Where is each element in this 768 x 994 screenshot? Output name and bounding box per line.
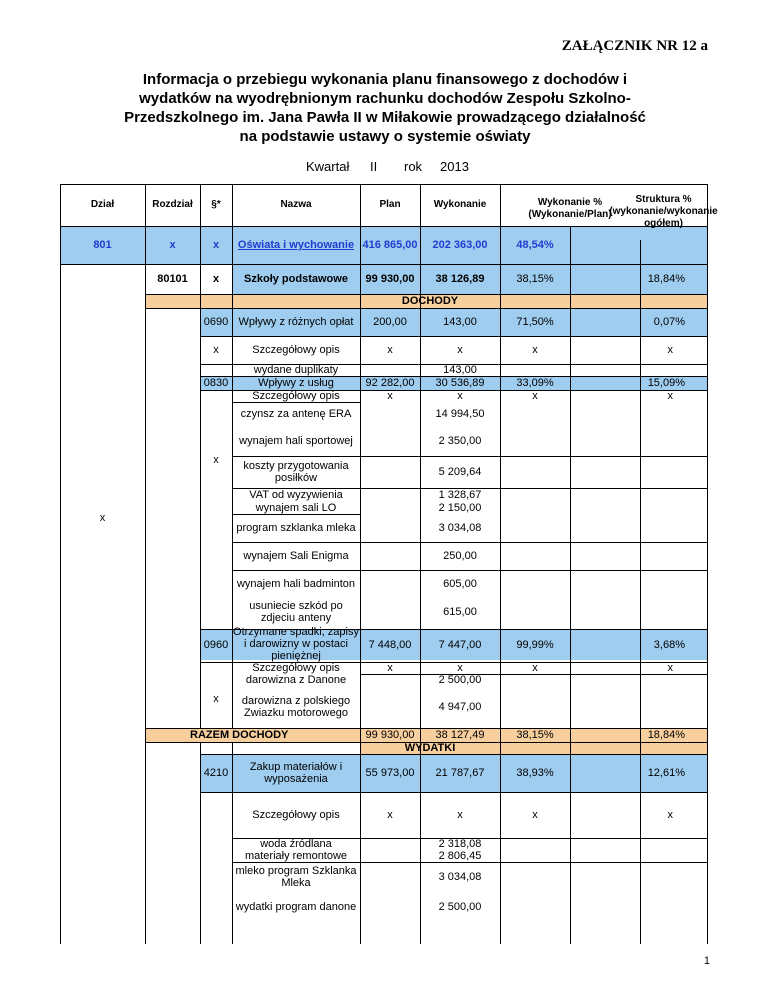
row-0690-struktura: 0,07%	[653, 316, 685, 328]
row-0830-item-wykonanie: 14 994,50	[435, 408, 485, 420]
row-0830-item-wykonanie: 2 150,00	[438, 502, 482, 514]
row-0830-item-wykonanie: 615,00	[443, 606, 477, 618]
grid-line	[200, 336, 707, 337]
row-4210-item-nazwa: woda źródlana	[260, 838, 332, 850]
row-4210-item-wykonanie: 3 034,08	[438, 871, 482, 883]
row-4210-item-nazwa: materiały remontowe	[244, 850, 348, 862]
row-0960-item-wykonanie: 2 500,00	[438, 674, 482, 686]
header-struktura: Struktura % (wykonanie/wykonanie ogółem)	[609, 194, 718, 229]
grid-line	[232, 514, 360, 515]
header-nazwa: Nazwa	[280, 199, 312, 210]
grid-line	[200, 364, 707, 365]
row-4210-paragraf: 4210	[203, 767, 229, 779]
grid-line	[200, 662, 707, 663]
row-0690-paragraf: 0690	[203, 316, 229, 328]
grid-line	[200, 754, 707, 755]
row-0830-opis-wykonanie: x	[457, 390, 463, 402]
row-0830-item-nazwa: program szklanka mleka	[236, 522, 356, 534]
row-0830-opis-struktura: x	[667, 390, 673, 402]
grid-line	[145, 184, 146, 944]
quarter-value: II	[370, 159, 378, 174]
year-label: rok	[404, 159, 423, 174]
row-4210-opis-wykonanie: x	[457, 809, 463, 821]
grid-line	[200, 184, 201, 728]
row-0690-opis: Szczegółowy opis	[252, 344, 340, 356]
row-0830-item-nazwa: usuniecie szkód po zdjeciu anteny	[249, 600, 343, 624]
row-4210-wykonanie: 21 787,67	[435, 767, 485, 779]
grid-line	[360, 674, 707, 675]
row-0830-wykonanie: 30 536,89	[435, 377, 485, 389]
grid-line	[60, 184, 61, 944]
dochody-label: DOCHODY	[401, 295, 459, 307]
grid-line	[200, 742, 201, 944]
row-801-paragraf: x	[212, 239, 220, 251]
row-0690-opis-wyk-pct: x	[532, 344, 538, 356]
row-0690-wyk-pct: 71,50%	[516, 316, 554, 328]
row-801-wyk-pct: 48,54%	[516, 239, 554, 251]
header-wykonanie: Wykonanie	[433, 199, 487, 210]
row-0690-opis-plan: x	[387, 344, 393, 356]
year-value: 2013	[440, 159, 469, 174]
row-0960-item-nazwa: darowizna z Danone	[245, 674, 347, 686]
row-80101-rozdzial: 80101	[157, 273, 188, 285]
row-80101-plan: 99 930,00	[365, 273, 415, 285]
row-0830-opis-paragraf: x	[213, 454, 219, 466]
row-80101-nazwa: Szkoły podstawowe	[244, 273, 348, 285]
row-0830-item-nazwa: wynajem sali LO	[255, 502, 337, 514]
row-0690-nazwa: Wpływy z różnych opłat	[238, 316, 354, 328]
grid-line	[232, 542, 707, 543]
row-4210-nazwa: Zakup materiałów i wyposażenia	[249, 761, 343, 785]
row-0830-opis-wyk-pct: x	[532, 390, 538, 402]
grid-line	[570, 226, 571, 944]
grid-line	[200, 390, 707, 391]
row-0830-paragraf: 0830	[203, 377, 229, 389]
row-4210-opis: Szczegółowy opis	[252, 809, 340, 821]
row-0830-item-wykonanie: 250,00	[443, 550, 477, 562]
row-0960-opis-wykonanie: x	[457, 662, 463, 674]
annex-label: ZAŁĄCZNIK NR 12 a	[561, 38, 708, 54]
row-4210-item-nazwa: wydatki program danone	[235, 901, 357, 913]
row-80101-struktura: 18,84%	[647, 273, 685, 285]
razem-dochody-wykonanie: 38 127,49	[435, 729, 485, 741]
grid-line	[200, 376, 707, 377]
row-0960-paragraf: 0960	[203, 638, 229, 651]
row-0830-item-wykonanie: 5 209,64	[438, 466, 482, 478]
grid-line	[232, 862, 707, 863]
table-border-right	[707, 184, 708, 944]
row-0830-item-nazwa: wynajem hali badminton	[236, 578, 355, 590]
grid-line	[146, 308, 707, 309]
row-4210-wyk-pct: 38,93%	[516, 767, 554, 779]
razem-dochody-label: RAZEM DOCHODY	[190, 729, 289, 741]
grid-line	[232, 402, 360, 403]
row-0830-item-nazwa: czynsz za antenę ERA	[240, 408, 352, 420]
header-wyk-pct: Wykonanie % (Wykonanie/Plan)	[528, 197, 612, 220]
grid-line	[145, 742, 707, 743]
row-0690-opis-struktura: x	[667, 344, 673, 356]
row-0960-opis-paragraf: x	[213, 693, 219, 705]
row-0960-opis-wyk-pct: x	[532, 662, 538, 674]
row-0830-struktura: 15,09%	[647, 377, 685, 389]
row-0830-item-wykonanie: 3 034,08	[438, 522, 482, 534]
table-border-top	[60, 184, 707, 185]
grid-line	[145, 294, 707, 295]
page-number: 1	[703, 955, 710, 967]
row-801-rozdzial: x	[169, 239, 176, 251]
row-0960-opis-struktura: x	[667, 662, 673, 674]
row-4210-plan: 55 973,00	[365, 767, 415, 779]
row-0690-item-nazwa: wydane duplikaty	[253, 364, 339, 376]
row-4210-opis-struktura: x	[667, 809, 673, 821]
row-801-nazwa[interactable]: Oświata i wychowanie	[237, 239, 355, 251]
grid-line	[232, 488, 707, 489]
header-paragraf: §*	[211, 199, 221, 210]
grid-line	[145, 728, 707, 729]
row-0960-item-nazwa: darowizna z polskiego Zwiazku motorowego	[241, 695, 351, 719]
grid-line	[232, 184, 233, 728]
row-0690-opis-wykonanie: x	[457, 344, 463, 356]
row-0830-item-wykonanie: 605,00	[443, 578, 477, 590]
row-80101-paragraf: x	[212, 273, 220, 285]
row-801-dzial: 801	[93, 239, 112, 251]
row-0960-opis: Szczegółowy opis	[252, 662, 340, 674]
row-4210-item-wykonanie: 2 806,45	[438, 850, 482, 862]
grid-line	[200, 792, 707, 793]
row-0690-opis-paragraf: x	[213, 344, 219, 356]
row-801-plan: 416 865,00	[362, 239, 418, 251]
row-4210-item-wykonanie: 2 318,08	[438, 838, 482, 850]
wydatki-label: WYDATKI	[404, 742, 456, 754]
row-4210-opis-plan: x	[387, 809, 393, 821]
row-0960-opis-plan: x	[387, 662, 393, 674]
grid-line	[232, 456, 707, 457]
row-0830-item-nazwa: koszty przygotowania posiłków	[243, 460, 349, 484]
row-0690-wykonanie: 143,00	[443, 316, 477, 328]
header-rozdzial: Rozdział	[152, 199, 193, 210]
row-0830-item-nazwa: VAT od wyzywienia	[249, 489, 343, 501]
financial-table	[60, 184, 718, 944]
row-0830-item-nazwa: wynajem Sali Enigma	[243, 550, 349, 562]
row-0960-nazwa: Otrzymane spadki, zapisy i darowizny w postaci pieniężnej	[233, 626, 359, 662]
row-0830-item-nazwa: wynajem hali sportowej	[239, 435, 353, 447]
row-0830-opis-plan: x	[387, 390, 393, 402]
razem-dochody-struktura: 18,84%	[647, 729, 685, 741]
grid-line	[640, 240, 641, 944]
grid-line	[420, 184, 421, 944]
grid-line	[232, 838, 707, 839]
row-4210-struktura: 12,61%	[647, 767, 685, 779]
grid-line	[232, 742, 233, 944]
row-801-wykonanie: 202 363,00	[432, 239, 488, 251]
quarter-label: Kwartał	[306, 159, 350, 174]
row-0960-item-wykonanie: 4 947,00	[438, 701, 482, 713]
row-0690-plan: 200,00	[373, 316, 407, 328]
grid-line	[360, 184, 361, 944]
row-4210-opis-wyk-pct: x	[532, 809, 538, 821]
row-0960-struktura: 3,68%	[653, 638, 685, 651]
grid-line	[60, 264, 707, 265]
row-0960-wyk-pct: 99,99%	[516, 638, 554, 651]
header-dzial: Dział	[90, 199, 115, 210]
row-0830-item-wykonanie: 1 328,67	[438, 489, 482, 501]
razem-dochody-plan: 99 930,00	[365, 729, 415, 741]
row-0830-wyk-pct: 33,09%	[516, 377, 554, 389]
row-80101-wyk-pct: 38,15%	[516, 273, 554, 285]
grid-line	[500, 184, 501, 944]
razem-dochody-wyk-pct: 38,15%	[516, 729, 554, 741]
row-0830-plan: 92 282,00	[365, 377, 415, 389]
row-0690-item-wykonanie: 143,00	[443, 364, 477, 376]
row-0830-item-wykonanie: 2 350,00	[438, 435, 482, 447]
row-0830-opis: Szczegółowy opis	[252, 390, 340, 402]
grid-line	[200, 629, 707, 630]
row-0960-wykonanie: 7 447,00	[438, 638, 482, 651]
row-80101-wykonanie: 38 126,89	[435, 273, 485, 285]
document-title: Informacja o przebiegu wykonania planu finansowego z dochodów i wydatków na wyodrębnionym rachunku dochodów Zespołu Szkolno-Przedszkolnego im. Jana Pawła II w Miłakowie prowadzącego działalność na podstawie ustawy o systemie oświaty	[124, 71, 646, 145]
grid-line	[60, 226, 707, 227]
row-4210-item-nazwa: mleko program Szklanka Mleka	[235, 865, 357, 889]
grid-line	[232, 570, 707, 571]
row-0960-plan: 7 448,00	[368, 638, 412, 651]
dzial-x: x	[99, 512, 106, 524]
row-4210-item-wykonanie: 2 500,00	[438, 901, 482, 913]
row-0830-nazwa: Wpływy z usług	[258, 377, 334, 389]
header-plan: Plan	[379, 199, 401, 210]
